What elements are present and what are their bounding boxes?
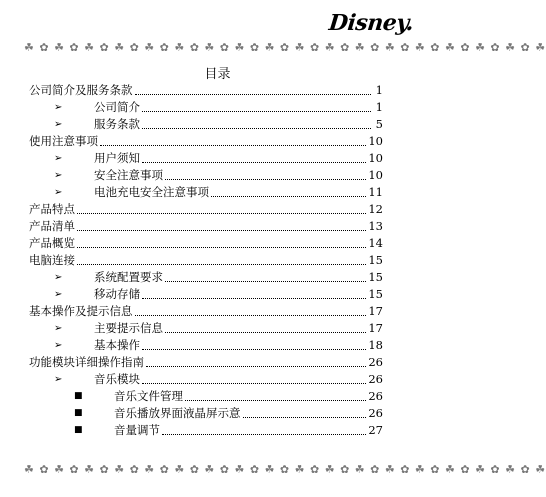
toc-entry[interactable] xyxy=(29,82,383,99)
toc-entry-page-number: 15 xyxy=(368,253,383,267)
toc-entry[interactable] xyxy=(29,286,383,303)
arrow-bullet-icon: ➢ xyxy=(54,170,63,181)
toc-entry-page-number: 13 xyxy=(368,219,383,233)
toc-entry-page-number: 11 xyxy=(368,185,383,199)
toc-entry-label: 公司简介及服务条款 xyxy=(29,83,133,97)
table-of-contents xyxy=(29,82,383,439)
dot-leader xyxy=(77,212,366,214)
arrow-bullet-icon: ➢ xyxy=(54,323,63,334)
toc-entry-page-number: 10 xyxy=(368,168,383,182)
toc-entry-label: 主要提示信息 xyxy=(94,321,163,335)
toc-entry-label: 基本操作 xyxy=(94,338,140,352)
toc-entry-label: 安全注意事项 xyxy=(94,168,163,182)
dot-leader xyxy=(243,416,367,418)
toc-entry-page-number: 26 xyxy=(368,406,383,420)
arrow-bullet-icon: ➢ xyxy=(54,272,63,283)
arrow-bullet-icon: ➢ xyxy=(54,153,63,164)
toc-entry-page-number: 26 xyxy=(368,389,383,403)
toc-entry[interactable] xyxy=(29,150,383,167)
dot-leader xyxy=(100,144,366,146)
toc-entry[interactable] xyxy=(29,320,383,337)
dot-leader xyxy=(146,365,366,367)
toc-entry[interactable] xyxy=(29,133,383,150)
toc-entry-label: 移动存储 xyxy=(94,287,140,301)
toc-title: 目录 xyxy=(204,67,231,82)
toc-entry-label: 系统配置要求 xyxy=(94,270,163,284)
arrow-bullet-icon: ➢ xyxy=(54,374,63,385)
toc-entry-page-number: 18 xyxy=(368,338,383,352)
toc-entry[interactable] xyxy=(29,184,383,201)
toc-entry-page-number: 15 xyxy=(368,270,383,284)
disney-logo: Disney. xyxy=(327,10,415,36)
toc-entry[interactable] xyxy=(29,371,383,388)
toc-entry-page-number: 10 xyxy=(368,151,383,165)
toc-entry-page-number: 17 xyxy=(368,304,383,318)
dot-leader xyxy=(142,127,371,129)
toc-entry-label: 音乐播放界面液晶屏示意 xyxy=(114,406,241,420)
toc-entry-label: 服务条款 xyxy=(94,117,140,131)
dot-leader xyxy=(77,246,366,248)
toc-entry-page-number: 26 xyxy=(368,372,383,386)
toc-entry[interactable] xyxy=(29,388,383,405)
toc-entry-label: 音乐文件管理 xyxy=(114,389,183,403)
dot-leader xyxy=(185,399,366,401)
toc-entry[interactable] xyxy=(29,422,383,439)
arrow-bullet-icon: ➢ xyxy=(54,187,63,198)
toc-entry[interactable] xyxy=(29,99,383,116)
toc-entry-label: 产品清单 xyxy=(29,219,75,233)
dot-leader xyxy=(142,161,366,163)
arrow-bullet-icon: ➢ xyxy=(54,102,63,113)
arrow-bullet-icon: ➢ xyxy=(54,340,63,351)
dot-leader xyxy=(165,331,366,333)
toc-entry[interactable] xyxy=(29,218,383,235)
square-bullet-icon: ■ xyxy=(74,391,83,401)
toc-entry-label: 电池充电安全注意事项 xyxy=(94,185,209,199)
toc-entry[interactable] xyxy=(29,269,383,286)
toc-entry-label: 使用注意事项 xyxy=(29,134,98,148)
ornament-border-bottom: ☘ ✿ ☘ ✿ ☘ ✿ ☘ ✿ ☘ ✿ ☘ ✿ ☘ ✿ ☘ ✿ ☘ ✿ ☘ ✿ ☘ ✿ ☘ ✿ ☘ ✿ ☘ ✿ ☘ ✿ ☘ ✿ ☘ ✿ ☘ xyxy=(24,463,546,476)
dot-leader xyxy=(142,348,366,350)
toc-entry-label: 音量调节 xyxy=(114,423,160,437)
dot-leader xyxy=(142,297,366,299)
dot-leader xyxy=(211,195,366,197)
toc-entry[interactable] xyxy=(29,235,383,252)
dot-leader xyxy=(135,314,367,316)
toc-entry-page-number: 27 xyxy=(368,423,383,437)
square-bullet-icon: ■ xyxy=(74,425,83,435)
toc-entry-page-number: 12 xyxy=(368,202,383,216)
dot-leader xyxy=(142,110,371,112)
square-bullet-icon: ■ xyxy=(74,408,83,418)
toc-entry[interactable] xyxy=(29,303,383,320)
toc-entry-label: 电脑连接 xyxy=(29,253,75,267)
dot-leader xyxy=(165,280,366,282)
dot-leader xyxy=(135,93,372,95)
toc-entry[interactable] xyxy=(29,405,383,422)
toc-entry-label: 产品特点 xyxy=(29,202,75,216)
toc-entry-page-number: 5 xyxy=(375,117,383,131)
dot-leader xyxy=(77,229,366,231)
toc-entry[interactable] xyxy=(29,201,383,218)
toc-entry[interactable] xyxy=(29,337,383,354)
toc-entry-label: 基本操作及提示信息 xyxy=(29,304,133,318)
toc-entry-label: 音乐模块 xyxy=(94,372,140,386)
toc-entry-page-number: 26 xyxy=(368,355,383,369)
toc-entry-page-number: 1 xyxy=(375,83,383,97)
arrow-bullet-icon: ➢ xyxy=(54,289,63,300)
dot-leader xyxy=(165,178,366,180)
toc-entry[interactable] xyxy=(29,354,383,371)
toc-entry[interactable] xyxy=(29,167,383,184)
toc-entry-page-number: 14 xyxy=(368,236,383,250)
toc-entry-label: 公司简介 xyxy=(94,100,140,114)
toc-entry-label: 用户须知 xyxy=(94,151,140,165)
toc-entry-page-number: 15 xyxy=(368,287,383,301)
toc-entry[interactable] xyxy=(29,116,383,133)
toc-entry-page-number: 17 xyxy=(368,321,383,335)
dot-leader xyxy=(142,382,366,384)
ornament-border-top: ☘ ✿ ☘ ✿ ☘ ✿ ☘ ✿ ☘ ✿ ☘ ✿ ☘ ✿ ☘ ✿ ☘ ✿ ☘ ✿ ☘ ✿ ☘ ✿ ☘ ✿ ☘ ✿ ☘ ✿ ☘ ✿ ☘ ✿ ☘ xyxy=(24,41,546,54)
toc-entry-page-number: 1 xyxy=(375,100,383,114)
dot-leader xyxy=(77,263,366,265)
toc-entry-label: 产品概览 xyxy=(29,236,75,250)
arrow-bullet-icon: ➢ xyxy=(54,119,63,130)
dot-leader xyxy=(162,433,366,435)
toc-entry-label: 功能模块详细操作指南 xyxy=(29,355,144,369)
toc-entry-page-number: 10 xyxy=(368,134,383,148)
toc-entry[interactable] xyxy=(29,252,383,269)
